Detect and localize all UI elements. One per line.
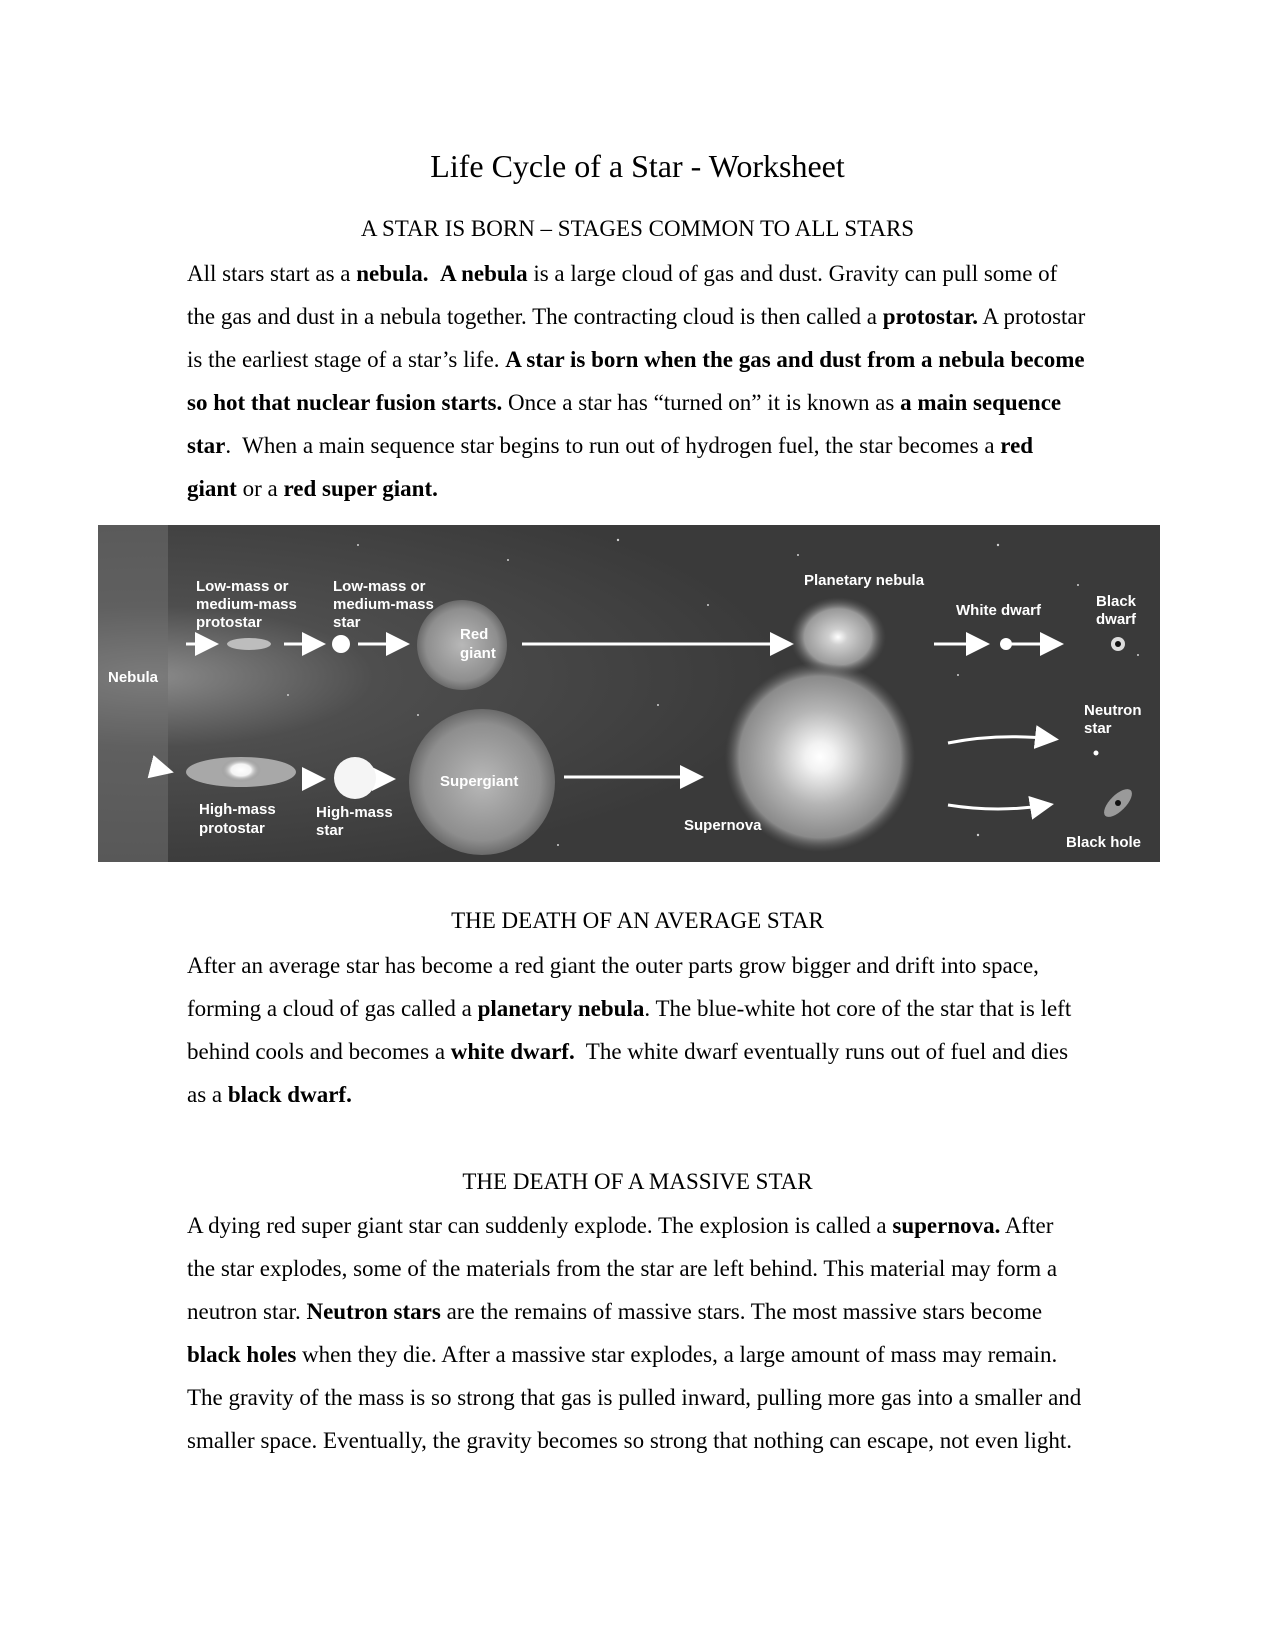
high-mass-protostar-core <box>221 758 261 782</box>
page-title: Life Cycle of a Star - Worksheet <box>430 148 845 184</box>
label-nebula: Nebula <box>108 669 159 686</box>
text-run: is a large cloud of gas and dust. Gravity can pull some of the gas and dust in a nebula together. The contracting cloud is then called a <box>187 261 1064 329</box>
label-red-giant: Red giant <box>460 626 496 662</box>
text-run: . When a main sequence star begins to run out of hydrogen fuel, the star becomes a <box>225 433 1001 458</box>
label-black-hole: Black hole <box>1066 834 1142 851</box>
bold-term: supernova. <box>892 1213 1001 1238</box>
label-neutron-star: Neutron star <box>1084 702 1142 737</box>
label-supergiant: Supergiant <box>440 773 519 790</box>
text-run: or a <box>236 476 284 501</box>
section-heading-massive-star: THE DEATH OF A MASSIVE STAR <box>462 1169 813 1194</box>
bold-term: Neutron stars <box>306 1299 441 1324</box>
black-hole-core <box>1115 800 1121 806</box>
bold-term: red giant <box>187 433 1034 501</box>
bold-term: black holes <box>187 1342 297 1367</box>
paragraph-massive-star <box>187 1204 1087 1462</box>
low-mass-protostar-shape <box>227 638 271 650</box>
low-mass-star-shape <box>332 635 350 653</box>
nebula-cloud <box>98 525 168 862</box>
text-run: A protostar is the earliest stage of a star’s life. <box>187 304 1092 372</box>
bold-term: red super giant. <box>283 476 438 501</box>
star-life-cycle-diagram <box>98 525 1160 862</box>
bold-term: A nebula <box>440 261 528 286</box>
label-high-mass-star: High-mass star <box>316 804 393 839</box>
bold-term: planetary nebula <box>477 996 645 1021</box>
bold-term: nebula. <box>356 261 429 286</box>
text-run: A dying red super giant star can suddenly explode. The explosion is called a <box>187 1213 893 1238</box>
bold-term: a main sequence star <box>187 390 1062 458</box>
bold-term: black dwarf. <box>227 1082 352 1107</box>
label-black-dwarf: Black dwarf <box>1096 593 1137 628</box>
bold-term: A star is born when the gas and dust from a nebula become so hot that nuclear fusion starts. <box>187 347 1085 415</box>
label-planetary-nebula: Planetary nebula <box>804 572 925 589</box>
text-run: After an average star has become a red giant the outer parts grow bigger and drift into space, forming a cloud of gas called a <box>187 953 1045 1021</box>
black-dwarf-core <box>1115 641 1121 647</box>
section-heading-star-born: A STAR IS BORN – STAGES COMMON TO ALL STARS <box>360 216 915 241</box>
text-run: are the remains of massive stars. The most massive stars become <box>440 1299 1048 1324</box>
label-high-mass-protostar: High-mass protostar <box>199 801 276 837</box>
text-run <box>429 261 441 286</box>
neutron-star-shape <box>1094 751 1099 756</box>
paragraph-average-star <box>187 944 1087 1116</box>
label-white-dwarf: White dwarf <box>956 602 1041 619</box>
label-low-mass-star: Low-mass or medium-mass star <box>333 578 434 631</box>
text-run: After the star explodes, some of the materials from the star are left behind. This material may form a neutron star. <box>187 1213 1063 1324</box>
high-mass-star-shape <box>334 757 376 799</box>
bold-term: protostar. <box>882 304 978 329</box>
paragraph-star-born <box>187 252 1092 510</box>
label-low-mass-protostar: Low-mass or medium-mass protostar <box>196 578 297 631</box>
white-dwarf-shape <box>1000 638 1012 650</box>
bold-term: white dwarf. <box>450 1039 575 1064</box>
section-heading-average-star: THE DEATH OF AN AVERAGE STAR <box>451 908 824 933</box>
text-run: when they die. After a massive star explodes, a large amount of mass may remain. The gravity of the mass is so strong that gas is pulled inward, pulling more gas into a smaller and smaller space. Eventually, the gravity becomes so strong that nothing can escape, not even light. <box>187 1342 1088 1453</box>
text-run: . The blue-white hot core of the star that is left behind cools and becomes a <box>187 996 1077 1064</box>
label-supernova: Supernova <box>684 817 762 834</box>
text-run: Once a star has “turned on” it is known as <box>502 390 901 415</box>
text-run: The white dwarf eventually runs out of fuel and dies as a <box>187 1039 1074 1107</box>
text-run: All stars start as a <box>187 261 357 286</box>
